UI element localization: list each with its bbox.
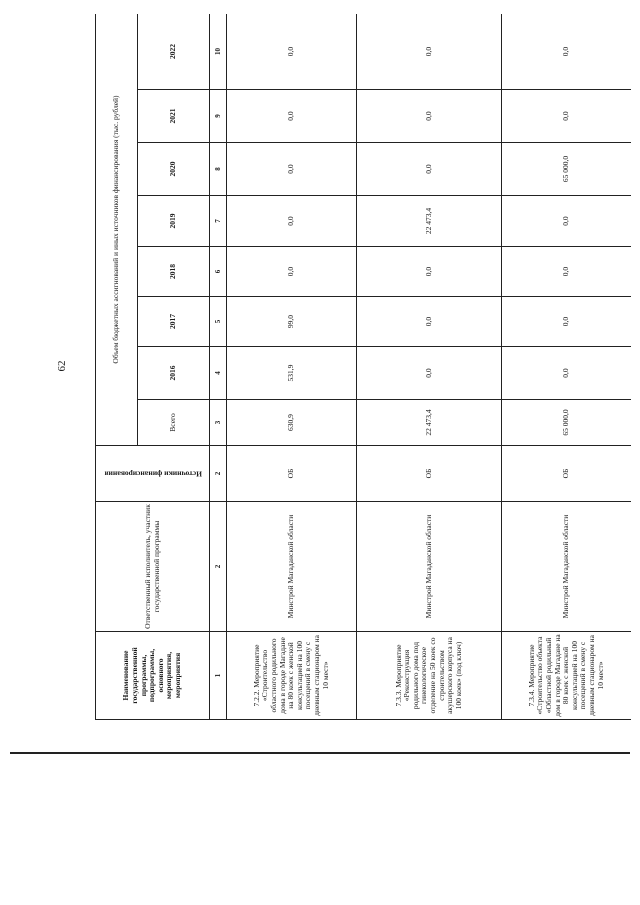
header-year: 2018 — [138, 247, 210, 297]
header-year: 2016 — [138, 347, 210, 400]
header-year: 2022 — [138, 14, 210, 90]
header-volume: Объем бюджетных ассигнований и иных источников финансирования (тыс. рублей) — [96, 14, 138, 446]
index-cell: 2 — [210, 446, 227, 502]
row-value: 0,0 — [357, 247, 502, 297]
row-responsible: Минстрой Магаданской области — [502, 502, 632, 632]
row-responsible: Минстрой Магаданской области — [357, 502, 502, 632]
table-row — [502, 14, 632, 720]
row-value: 0,0 — [357, 14, 502, 90]
index-cell: 9 — [210, 90, 227, 143]
row-value: 0,0 — [227, 90, 357, 143]
row-value: 531,9 — [227, 347, 357, 400]
index-row — [210, 14, 227, 720]
row-value: 0,0 — [357, 347, 502, 400]
index-cell: 2 — [210, 502, 227, 632]
header-total: Всего — [138, 400, 210, 446]
header-year: 2019 — [138, 196, 210, 247]
row-value: 22 473,4 — [357, 196, 502, 247]
row-value: 0,0 — [502, 14, 632, 90]
row-value: 0,0 — [502, 90, 632, 143]
row-total: 22 473,4 — [357, 400, 502, 446]
row-name: 7.3.4. Мероприятие «Строительство объекта «Областной родильный дом в городе Магадане на 80 коек с женской консультацией на 100 посещений в смену с дневным стационаром на 10 мест» — [502, 632, 632, 720]
row-name: 7.3.3. Мероприятие «Реконструкция родильного дома под гинекологическое отделение на 50 коек со строительством акушерского корпуса на 100 коек» (под ключ) — [357, 632, 502, 720]
header-year: 2021 — [138, 90, 210, 143]
index-cell: 6 — [210, 247, 227, 297]
row-value: 99,0 — [227, 297, 357, 347]
rotated-table-content — [95, 14, 631, 720]
table-row — [227, 14, 357, 720]
row-value: 0,0 — [227, 143, 357, 196]
row-value: 0,0 — [357, 90, 502, 143]
row-value: 0,0 — [227, 196, 357, 247]
index-cell: 4 — [210, 347, 227, 400]
row-value: 0,0 — [502, 196, 632, 247]
row-value: 0,0 — [502, 247, 632, 297]
row-value: 0,0 — [502, 347, 632, 400]
rotated-table-frame — [95, 14, 631, 720]
index-cell: 1 — [210, 632, 227, 720]
table-row — [357, 14, 502, 720]
row-source: ОБ — [502, 446, 632, 502]
row-value: 0,0 — [357, 143, 502, 196]
row-source: ОБ — [227, 446, 357, 502]
header-year: 2020 — [138, 143, 210, 196]
row-value: 0,0 — [357, 297, 502, 347]
page-number: 62 — [56, 360, 68, 372]
header-source: Источники финансирования — [96, 446, 210, 502]
budget-table — [95, 14, 631, 720]
index-cell: 10 — [210, 14, 227, 90]
row-value: 0,0 — [227, 14, 357, 90]
row-value: 0,0 — [502, 297, 632, 347]
row-source: ОБ — [357, 446, 502, 502]
header-name: Наименование государственной программы, подпрограммы, основного мероприятия, мероприятия — [96, 632, 210, 720]
row-responsible: Минстрой Магаданской области — [227, 502, 357, 632]
index-cell: 8 — [210, 143, 227, 196]
row-name: 7.2.2. Мероприятие «Строительство областного родильного дома в городе Магадане на 80 коек с женской консультацией на 100 посещений в смену с дневным стационаром на 10 мест» — [227, 632, 357, 720]
bottom-divider — [10, 752, 630, 754]
header-year: 2017 — [138, 297, 210, 347]
row-total: 630,9 — [227, 400, 357, 446]
index-cell: 7 — [210, 196, 227, 247]
row-value: 65 000,0 — [502, 143, 632, 196]
index-cell: 3 — [210, 400, 227, 446]
header-responsible: Ответственный исполнитель, участник государственной программы — [96, 502, 210, 632]
header-row-top — [96, 14, 138, 720]
row-value: 0,0 — [227, 247, 357, 297]
row-total: 65 000,0 — [502, 400, 632, 446]
index-cell: 5 — [210, 297, 227, 347]
